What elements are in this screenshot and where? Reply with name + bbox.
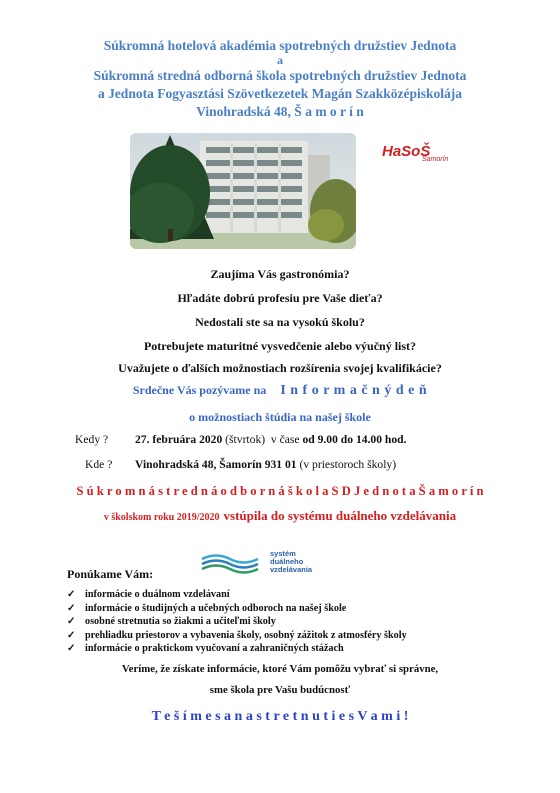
event-day: (štvrtok) (225, 433, 266, 446)
hasos-logo (382, 143, 452, 167)
offer-item (67, 615, 407, 629)
dual-line (0, 507, 560, 525)
school-banner: S ú k r o m n á s t r e d n á o d b o r n á š k o l a S D J e d n o t a Š a m o r í n (76, 484, 484, 498)
invite-prefix: Srdečne Vás pozývame na (132, 383, 267, 397)
event-address-note: (v priestoroch školy) (299, 458, 397, 471)
dual-logo-line-3: vzdelávania (270, 565, 313, 574)
invite-line (0, 383, 560, 399)
checkmark-icon: ✓ (67, 589, 76, 600)
event-address: Vinohradská 48, Šamorín 931 01 (135, 458, 297, 471)
question-3: Nedostali ste sa na vysokú školu? (195, 315, 365, 329)
question-2: Hľadáte dobrú profesiu pre Vaše dieťa? (177, 291, 383, 305)
closing-final: T e š í m e s a n a s t r e t n u t i e s V a m i ! (151, 709, 409, 724)
invite-event: I n f o r m a č n ý d e ň (280, 383, 428, 398)
header-line-1: Súkromná hotelová akadémia spotrebných družstiev Jednota (103, 38, 457, 53)
checkmark-icon: ✓ (67, 643, 76, 655)
when-details (135, 433, 407, 446)
where-label: Kde ? (85, 458, 113, 471)
dual-logo-line-1: systém (270, 549, 296, 558)
offer-item-text: informácie o duálnom vzdelávaní (85, 589, 230, 600)
header-line-5: Vinohradská 48, Š a m o r í n (196, 104, 364, 119)
when-row (75, 433, 108, 446)
checkmark-icon: ✓ (67, 616, 76, 628)
school-building-photo (130, 133, 356, 249)
offer-item (67, 602, 407, 616)
offer-item (67, 642, 407, 656)
offer-heading: Ponúkame Vám: (67, 567, 154, 581)
question-4: Potrebujete maturitné vysvedčenie alebo výučný list? (143, 339, 417, 353)
where-details (135, 458, 396, 471)
hasos-logo-sub: Šamorín (422, 156, 449, 163)
offer-item-text: osobné stretnutia so žiakmi a učiteľmi školy (85, 616, 276, 628)
event-time-prefix: v čase (270, 433, 300, 446)
header-line-4: a Jednota Fogyasztási Szövetkezetek Magán Szakközépiskolája (97, 86, 463, 101)
offer-item (67, 588, 407, 602)
offer-item-text: informácie o študijných a učebných odboroch na našej škole (85, 602, 347, 614)
closing-line-1: Veríme, že získate informácie, ktoré Vám pomôžu vybrať si správne, (121, 663, 439, 675)
header-line-3: Súkromná stredná odborná škola spotrebných družstiev Jednota (93, 68, 467, 83)
dual-prefix: v školskom roku 2019/2020 (103, 512, 220, 523)
dual-main: vstúpila do systému duálneho vzdelávania (223, 508, 457, 523)
header-line-2: a (277, 53, 283, 67)
dual-education-logo (200, 550, 330, 576)
checkmark-icon: ✓ (67, 602, 76, 614)
offer-list (67, 588, 407, 656)
offer-item-text: prehliadku priestorov a vybavenia školy, osobný zážitok z atmosféry školy (85, 629, 407, 641)
offer-item-text: informácie o praktickom vyučovaní a zahraničných stážach (85, 643, 344, 655)
checkmark-icon: ✓ (67, 629, 76, 641)
hasos-logo-text: HaSoŠ (382, 143, 431, 160)
event-date: 27. februára 2020 (135, 433, 223, 446)
question-5: Uvažujete o ďalších možnostiach rozšírenia svojej kvalifikácie? (118, 361, 442, 375)
closing-line-2: sme škola pre Vašu budúcnosť (209, 684, 351, 696)
question-1: Zaujíma Vás gastronómia? (210, 267, 350, 281)
offer-item (67, 629, 407, 643)
event-time: od 9.00 do 14.00 hod. (302, 433, 407, 446)
dual-logo-line-2: duálneho (270, 557, 304, 566)
dual-wave-icon (200, 550, 260, 576)
invite-subline: o možnostiach štúdia na našej škole (189, 410, 371, 424)
where-row (85, 458, 112, 471)
when-label: Kedy ? (75, 433, 109, 446)
